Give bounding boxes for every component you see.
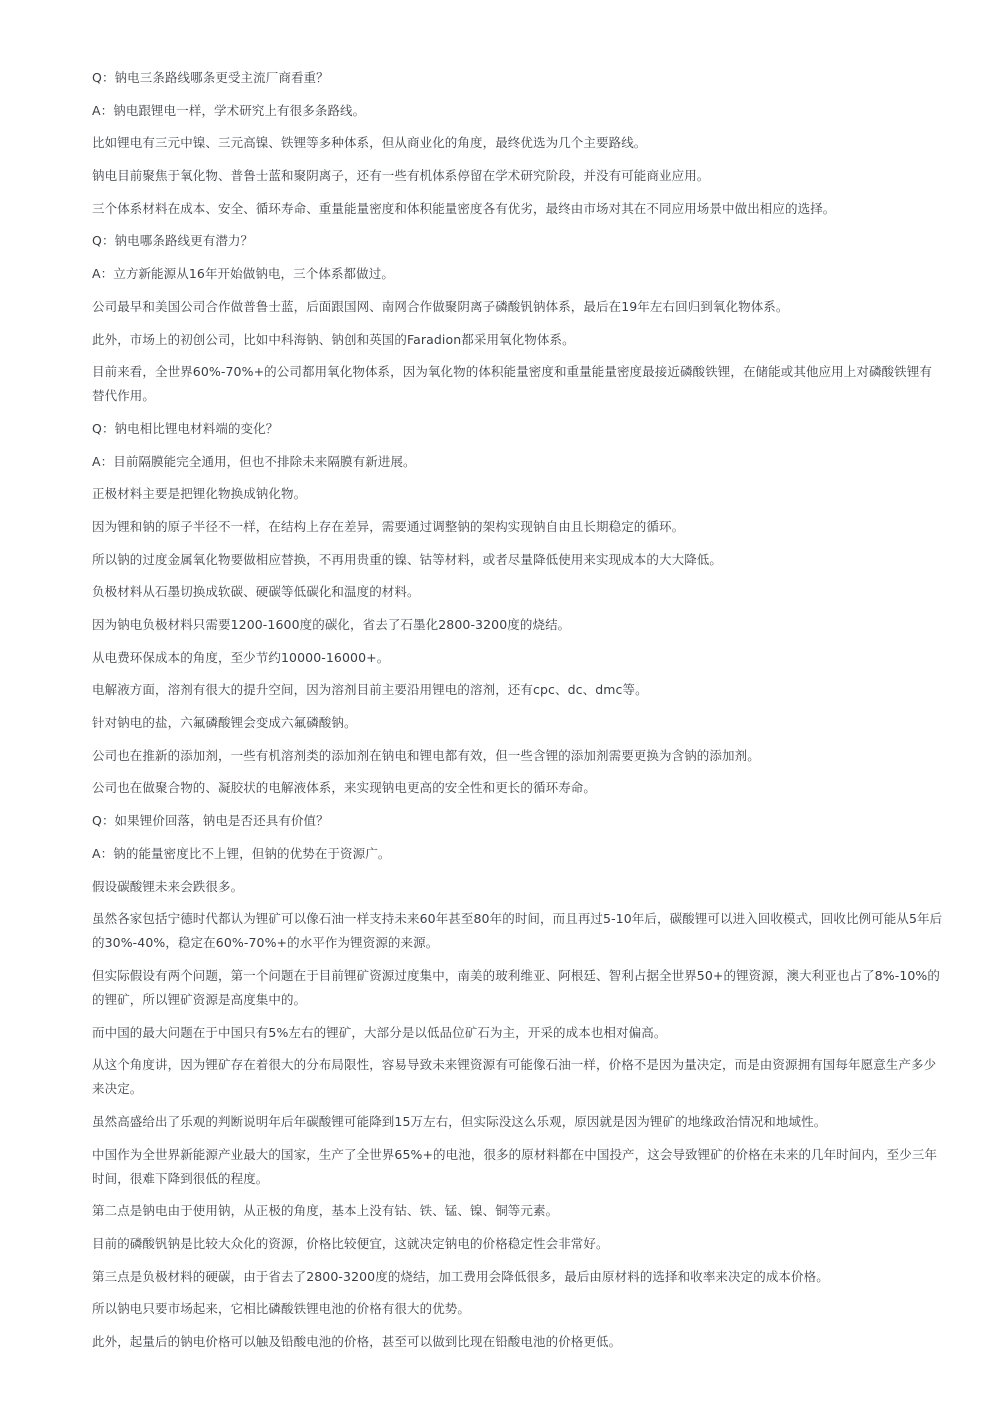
question-heading: Q：钠电哪条路线更有潜力？ [92, 233, 254, 249]
question-heading: Q：钠电三条路线哪条更受主流厂商看重？ [92, 70, 329, 85]
body-paragraph: 公司也在做聚合物的、凝胶状的电解液体系，来实现钠电更高的安全性和更长的循环寿命。 [92, 780, 597, 796]
body-paragraph: 但实际假设有两个问题，第一个问题在于目前锂矿资源过度集中，南美的玻利维亚、阿根廷、智利占据全世界50+的锂资源，澳大利亚也占了8%-10%的的锂矿，所以锂矿资源是高度集中的。 [92, 967, 941, 1007]
body-paragraph: 虽然各家包括宁德时代都认为锂矿可以像石油一样支持未来60年甚至80年的时间，而且再过5-10年后，碳酸锂可以进入回收模式，回收比例可能从5年后的30%-40%，稳定在60%-70%+的水平作为锂资源的来源。 [92, 911, 943, 951]
body-paragraph: 公司最早和美国公司合作做普鲁士蓝，后面跟国网、南网合作做聚阴离子磷酸钒钠体系，最后在19年左右回归到氧化物体系。 [92, 298, 789, 314]
body-paragraph: 此外，市场上的初创公司，比如中科海钠、钠创和英国的Faradion都采用氧化物体系。 [92, 331, 575, 347]
body-paragraph: 比如锂电有三元中镍、三元高镍、铁锂等多种体系，但从商业化的角度，最终优选为几个主要路线。 [92, 135, 647, 151]
body-paragraph: 针对钠电的盐，六氟磷酸锂会变成六氟磷酸钠。 [92, 715, 357, 731]
answer-paragraph: A：钠的能量密度比不上锂，但钠的优势在于资源广。 [92, 845, 391, 861]
body-paragraph: 而中国的最大问题在于中国只有5%左右的锂矿，大部分是以低品位矿石为主，开采的成本也相对偏高。 [92, 1024, 667, 1040]
body-paragraph: 此外，起量后的钠电价格可以触及铅酸电池的价格，甚至可以做到比现在铅酸电池的价格更低。 [92, 1334, 622, 1350]
body-paragraph: 中国作为全世界新能源产业最大的国家，生产了全世界65%+的电池，很多的原材料都在中国投产，这会导致锂矿的价格在未来的几年时间内，至少三年时间，很难下降到很低的程度。 [92, 1146, 938, 1186]
body-paragraph: 钠电目前聚焦于氧化物、普鲁士蓝和聚阴离子，还有一些有机体系停留在学术研究阶段，并没有可能商业应用。 [92, 168, 710, 184]
body-paragraph: 正极材料主要是把锂化物换成钠化物。 [92, 486, 307, 502]
body-paragraph: 目前来看，全世界60%-70%+的公司都用氧化物体系，因为氧化物的体积能量密度和重量能量密度最接近磷酸铁锂，在储能或其他应用上对磷酸铁锂有替代作用。 [92, 364, 932, 404]
body-paragraph: 假设碳酸锂未来会跌很多。 [92, 878, 244, 894]
body-paragraph: 所以钠电只要市场起来，它相比磷酸铁锂电池的价格有很大的优势。 [92, 1301, 471, 1317]
body-paragraph: 目前的磷酸钒钠是比较大众化的资源，价格比较便宜，这就决定钠电的价格稳定性会非常好。 [92, 1236, 609, 1251]
body-paragraph: 所以钠的过度金属氧化物要做相应替换，不再用贵重的镍、钴等材料，或者尽量降低使用来实现成本的大大降低。 [92, 551, 723, 567]
body-paragraph: 三个体系材料在成本、安全、循环寿命、重量能量密度和体积能量密度各有优劣，最终由市场对其在不同应用场景中做出相应的选择。 [92, 200, 836, 216]
body-paragraph: 从电费环保成本的角度，至少节约10000-16000+。 [92, 649, 390, 665]
body-paragraph: 电解液方面，溶剂有很大的提升空间，因为溶剂目前主要沿用锂电的溶剂，还有cpc、dc、dmc等。 [92, 682, 648, 698]
answer-paragraph: A：目前隔膜能完全通用，但也不排除未来隔膜有新进展。 [92, 453, 416, 469]
answer-paragraph: A：立方新能源从16年开始做钠电，三个体系都做过。 [92, 266, 394, 282]
body-paragraph: 第二点是钠电由于使用钠，从正极的角度，基本上没有钴、铁、锰、镍、铜等元素。 [92, 1203, 559, 1219]
body-paragraph: 负极材料从石墨切换成软碳、硬碳等低碳化和温度的材料。 [92, 584, 420, 600]
body-paragraph: 从这个角度讲，因为锂矿存在着很大的分布局限性，容易导致未来锂资源有可能像石油一样，价格不是因为量决定，而是由资源拥有国每年愿意生产多少来决定。 [92, 1057, 937, 1097]
body-paragraph: 因为锂和钠的原子半径不一样，在结构上存在差异，需要通过调整钠的架构实现钠自由且长期稳定的循环。 [92, 518, 685, 534]
body-paragraph: 公司也在推新的添加剂，一些有机溶剂类的添加剂在钠电和锂电都有效，但一些含锂的添加剂需要更换为含钠的添加剂。 [92, 747, 760, 763]
body-paragraph: 第三点是负极材料的硬碳，由于省去了2800-3200度的烧结，加工费用会降低很多，最后由原材料的选择和收率来决定的成本价格。 [92, 1268, 829, 1284]
question-heading: Q：如果锂价回落，钠电是否还具有价值？ [92, 813, 329, 829]
body-paragraph: 虽然高盛给出了乐观的判断说明年后年碳酸锂可能降到15万左右，但实际没这么乐观，原因就是因为锂矿的地缘政治情况和地域性。 [92, 1113, 827, 1129]
body-paragraph: 因为钠电负极材料只需要1200-1600度的碳化，省去了石墨化2800-3200度的烧结。 [92, 617, 571, 632]
question-heading: Q：钠电相比锂电材料端的变化？ [92, 420, 279, 436]
answer-paragraph: A：钠电跟锂电一样，学术研究上有很多条路线。 [92, 102, 366, 118]
